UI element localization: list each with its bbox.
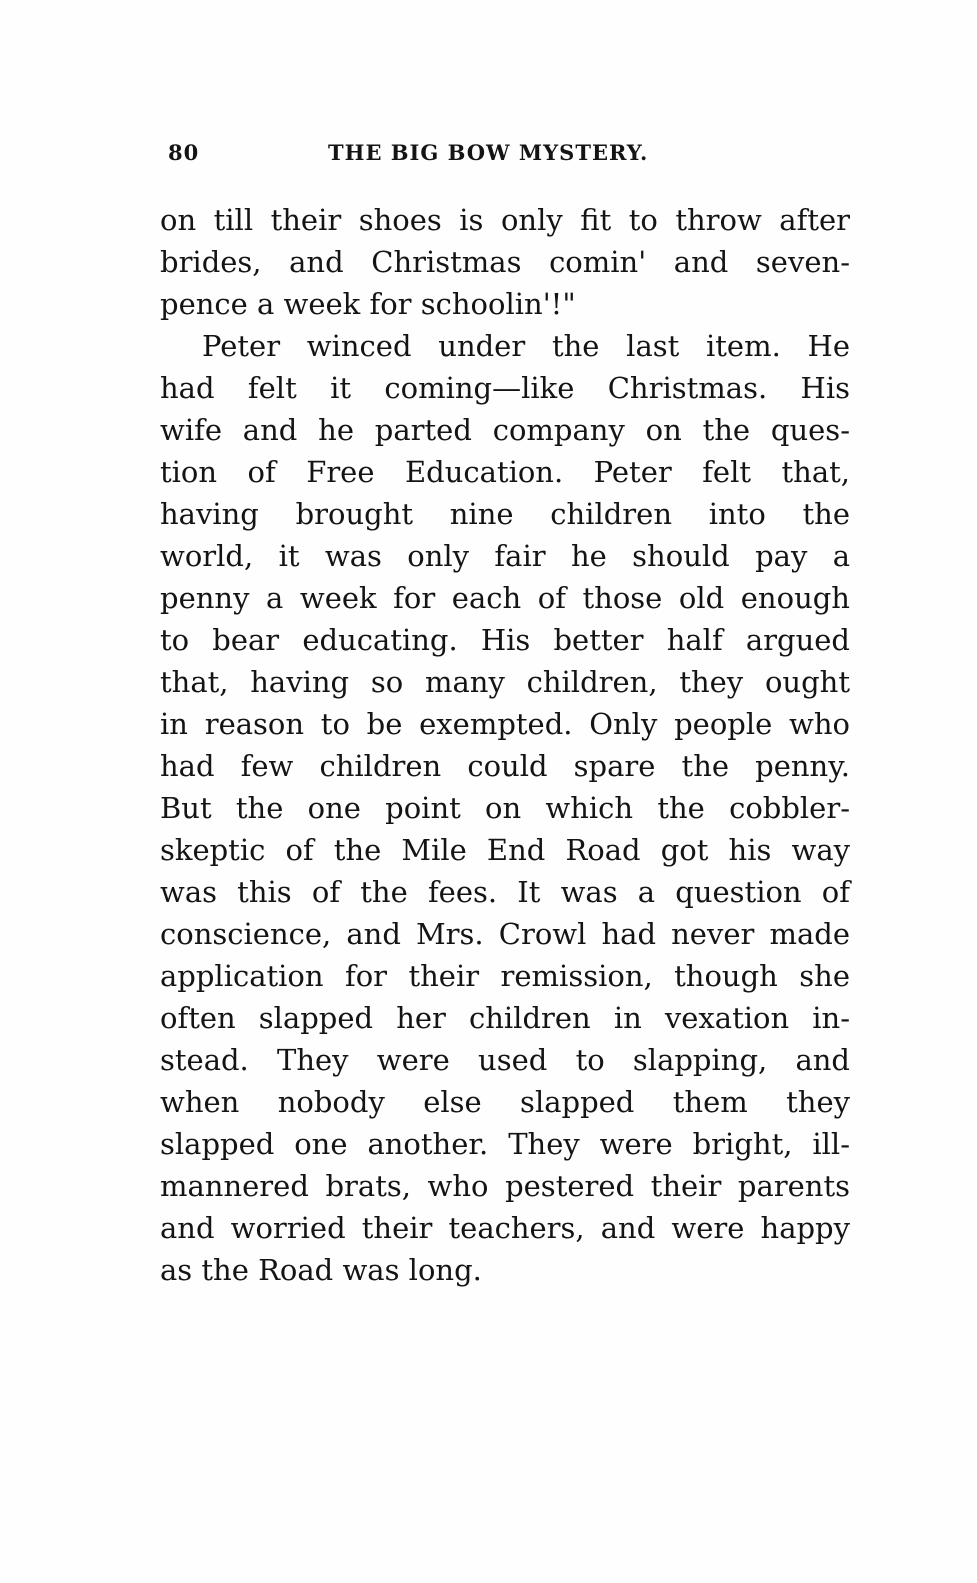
- text-line: on till their shoes is only fit to throw after: [160, 203, 850, 237]
- text-line: But the one point on which the cobbler-: [160, 791, 850, 825]
- text-line: as the Road was long.: [160, 1253, 482, 1287]
- text-line: and worried their teachers, and were happy: [160, 1211, 850, 1245]
- page-number: 80: [168, 140, 200, 165]
- text-line: was this of the fees. It was a question of: [160, 875, 850, 909]
- text-line: when nobody else slapped them they: [160, 1085, 850, 1119]
- text-line: penny a week for each of those old enough: [160, 581, 850, 615]
- text-line: mannered brats, who pestered their parents: [160, 1169, 850, 1203]
- text-line: world, it was only fair he should pay a: [160, 539, 850, 573]
- text-line: often slapped her children in vexation in-: [160, 1001, 850, 1035]
- text-line: wife and he parted company on the ques-: [160, 413, 850, 447]
- text-line: brides, and Christmas comin' and seven-: [160, 245, 850, 279]
- text-line: skeptic of the Mile End Road got his way: [160, 833, 850, 867]
- text-line: having brought nine children into the: [160, 497, 850, 531]
- body-text: [160, 199, 850, 1291]
- text-line: application for their remission, though she: [160, 959, 850, 993]
- text-line: pence a week for schoolin'!": [160, 287, 576, 321]
- text-line: slapped one another. They were bright, ill-: [160, 1127, 850, 1161]
- text-line: stead. They were used to slapping, and: [160, 1043, 850, 1077]
- running-title: THE BIG BOW MYSTERY.: [328, 140, 649, 165]
- text-line: tion of Free Education. Peter felt that,: [160, 455, 850, 489]
- text-line: that, having so many children, they ought: [160, 665, 850, 699]
- text-line: to bear educating. His better half argued: [160, 623, 850, 657]
- text-line: had few children could spare the penny.: [160, 749, 850, 783]
- text-line: in reason to be exempted. Only people who: [160, 707, 850, 741]
- running-head: [168, 140, 698, 170]
- paragraph-first-line: Peter winced under the last item. He: [202, 329, 850, 363]
- text-line: conscience, and Mrs. Crowl had never made: [160, 917, 850, 951]
- text-line: had felt it coming—like Christmas. His: [160, 371, 850, 405]
